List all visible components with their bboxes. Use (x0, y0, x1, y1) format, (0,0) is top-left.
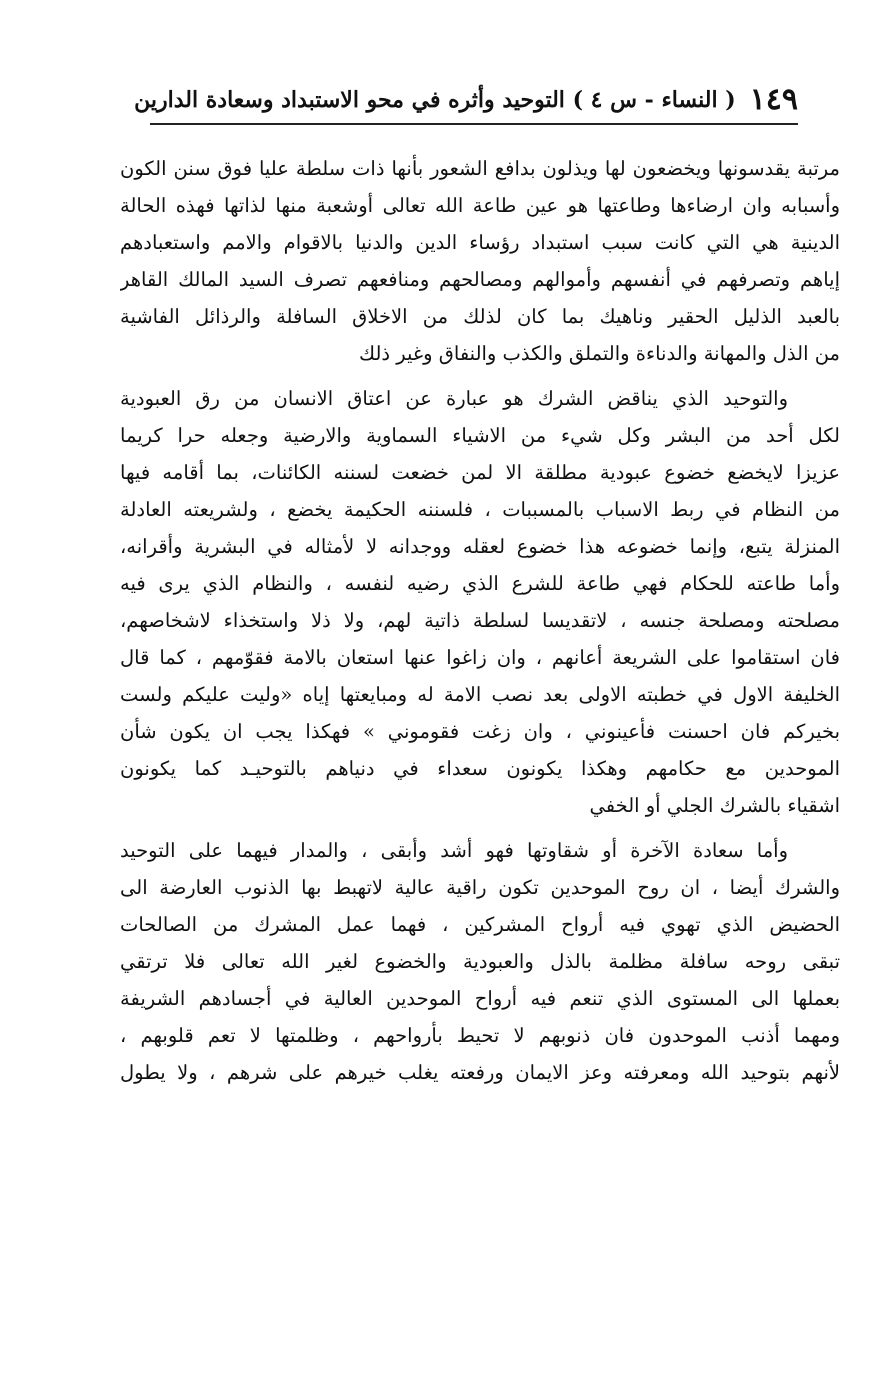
text-line: تبقى روحه سافلة مظلمة بالذل والعبودية والخضوع لغير الله تعالى فلا ترتقي (120, 950, 840, 973)
page-header (134, 80, 798, 120)
text-line: مرتبة يقدسونها ويخضعون لها ويذلون بدافع الشعور بأنها ذات سلطة عليا فوق سنن الكون (120, 157, 840, 180)
text-line: بعملها الى المستوى الذي تنعم فيه أرواح الموحدين العالية في أجسادهم الشريفة (120, 987, 840, 1010)
text-line: اشقياء بالشرك الجلي أو الخفي (589, 794, 840, 817)
text-line: وأما طاعته للحكام فهي طاعة للشرع الذي رضيه لنفسه ، والنظام الذي يرى فيه (120, 572, 840, 595)
text-line: لكل أحد من البشر وكل شيء من الاشياء السماوية والارضية وجعله حرا كريما (120, 424, 840, 447)
text-line: مصلحته ومصلحة جنسه ، لاتقديسا لسلطة ذاتية لهم، ولا ذلا واستخذاء لاشخاصهم، (120, 609, 840, 632)
text-line: الموحدين مع حكامهم وهكذا يكونون سعداء في دنياهم بالتوحيـد كما يكونون (120, 757, 840, 780)
text-line: وأما سعادة الآخرة أو شقاوتها فهو أشد وأبقى ، والمدار فيهما على التوحيد (120, 839, 788, 862)
text-line: وأسبابه وان ارضاءها وطاعتها هو عين طاعة الله تعالى أوشعبة منها لذاتها فهذه الحالة (120, 194, 840, 217)
text-line: والشرك أيضا ، ان روح الموحدين تكون راقية عالية لاتهبط بها الذنوب العارضة الى (120, 876, 840, 899)
text-line: الخليفة الاول في خطبته الاولى بعد نصب الامة له ومبايعتها إياه «وليت عليكم ولست (120, 683, 840, 706)
paragraph (120, 832, 840, 1091)
running-head: ( النساء - س ٤ ) التوحيد وأثره في محو الاستبداد وسعادة الدارين (134, 87, 736, 113)
text-line: الحضيض الذي تهوي فيه أرواح المشركين ، فهما عمل المشرك من الصالحات (120, 913, 840, 936)
body-text (120, 150, 840, 1091)
text-line: عزيزا لايخضع خضوع عبودية مطلقة الا لمن خضعت لسننه الكائنات، بما أقامه فيها (120, 461, 840, 484)
text-line: الدينية هي التي كانت سبب استبداد رؤساء الدين والدنيا بالاقوام والامم واستعبادهم (120, 231, 840, 254)
text-line: من الذل والمهانة والدناءة والتملق والكذب والنفاق وغير ذلك (359, 342, 840, 365)
text-line: إياهم وتصرفهم في أنفسهم وأموالهم ومصالحهم ومنافعهم تصرف السيد المالك القاهر (120, 268, 840, 291)
text-line: بخيركم فان احسنت فأعينوني ، وان زغت فقوموني » فهكذا يجب ان يكون شأن (120, 720, 840, 743)
page-number: ١٤٩ (749, 82, 798, 117)
paragraph (120, 380, 840, 824)
header-rule (150, 123, 798, 125)
text-line: المنزلة يتبع، وإنما خضوعه هذا خضوع لعقله ووجدانه لا لأمثاله في البشرية وأقرانه، (120, 535, 840, 558)
text-line: والتوحيد الذي يناقض الشرك هو عبارة عن اعتاق الانسان من رق العبودية (120, 387, 788, 410)
text-line: لأنهم بتوحيد الله ومعرفته وعز الايمان ورفعته يغلب خيرهم على شرهم ، ولا يطول (120, 1061, 840, 1084)
text-line: بالعبد الذليل الحقير وناهيك بما كان لذلك من الاخلاق السافلة والرذائل الفاشية (120, 305, 840, 328)
text-line: فان استقاموا على الشريعة أعانهم ، وان زاغوا عنها استعان بالامة فقوّمهم ، كما قال (120, 646, 840, 669)
paragraph (120, 150, 840, 372)
text-line: ومهما أذنب الموحدون فان ذنوبهم لا تحيط بأرواحهم ، وظلمتها لا تعم قلوبهم ، (120, 1024, 840, 1047)
text-line: من النظام في ربط الاسباب بالمسببات ، فلسننه الحكيمة يخضع ، ولشريعته العادلة (120, 498, 840, 521)
